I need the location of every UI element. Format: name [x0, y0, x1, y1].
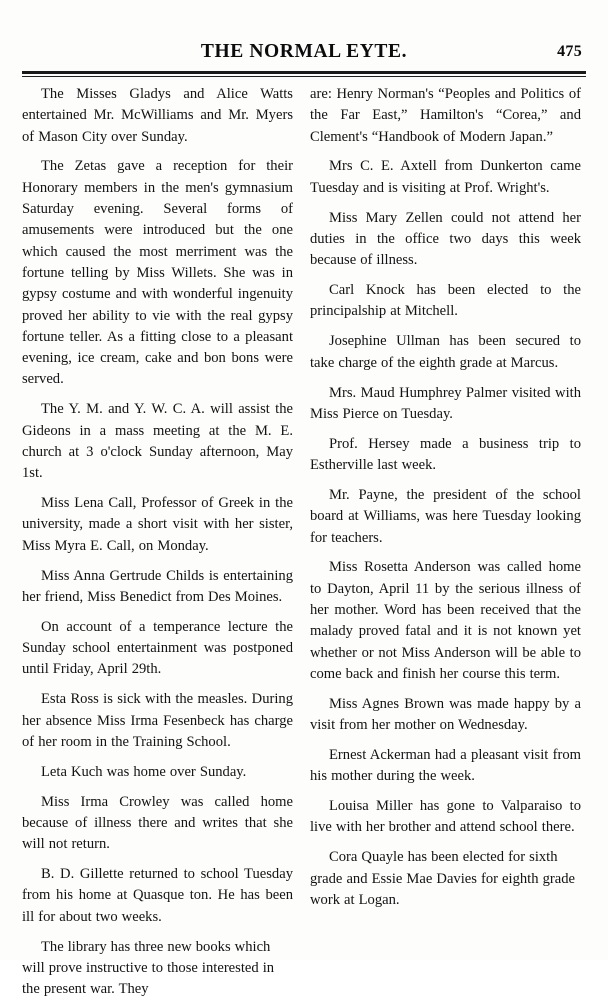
- running-head: [22, 41, 586, 67]
- article-paragraph: Cora Quayle has been elected for sixth grade and Essie Mae Davies for eighth grade work at Logan.: [310, 849, 575, 908]
- header-divider: [22, 71, 586, 77]
- article-paragraph: Ernest Ackerman had a pleasant visit from his mother during the week.: [310, 746, 581, 785]
- article-paragraph: Esta Ross is sick with the measles. During her absence Miss Irma Fesenbeck has charge of her room in the Training School.: [22, 691, 293, 750]
- page-number: 475: [557, 43, 582, 60]
- column-left: [22, 84, 293, 1001]
- article-paragraph: Miss Lena Call, Professor of Greek in the university, made a short visit with her sister, Miss Myra E. Call, on Monday.: [22, 495, 293, 554]
- body-columns: [22, 84, 588, 998]
- article-paragraph: B. D. Gillette returned to school Tuesday from his home at Quasque ton. He has been ill for about two weeks.: [22, 866, 293, 925]
- article-paragraph: Josephine Ullman has been secured to take charge of the eighth grade at Marcus.: [310, 333, 581, 371]
- article-paragraph: Carl Knock has been elected to the principalship at Mitchell.: [310, 282, 581, 320]
- article-paragraph: The library has three new books which will prove instructive to those interested in the present war. They: [22, 938, 275, 998]
- article-paragraph: are: Henry Norman's “Peoples and Politics of the Far East,” Hamilton's “Corea,” and Clement's “Handbook of Modern Japan.”: [310, 86, 581, 145]
- article-paragraph: Miss Irma Crowley was called home because of illness there and writes that she will not return.: [22, 793, 293, 853]
- article-paragraph: Mr. Payne, the president of the school board at Williams, was here Tuesday looking for teachers.: [310, 486, 581, 546]
- article-paragraph: Miss Rosetta Anderson was called home to Dayton, April 11 by the serious illness of her mother. Word has been received that the malady proved fatal and it is not known yet whether or not Miss Anderson will be able to come back and finish her course this term.: [310, 559, 581, 682]
- article-paragraph: Mrs. Maud Humphrey Palmer visited with Miss Pierce on Tuesday.: [310, 384, 581, 422]
- divider-rule-thick: [22, 71, 586, 74]
- divider-rule-thin: [22, 76, 586, 77]
- article-paragraph: The Y. M. and Y. W. C. A. will assist the Gideons in a mass meeting at the M. E. church at 3 o'clock Sunday afternoon, May 1st.: [22, 401, 293, 482]
- article-paragraph: Leta Kuch was home over Sunday.: [41, 763, 247, 780]
- page-title: THE NORMAL EYTE.: [200, 41, 408, 62]
- article-paragraph: Prof. Hersey made a business trip to Estherville last week.: [310, 435, 581, 474]
- article-paragraph: The Misses Gladys and Alice Watts entertained Mr. McWilliams and Mr. Myers of Mason City over Sunday.: [22, 86, 293, 145]
- article-paragraph: Miss Mary Zellen could not attend her duties in the office two days this week because of illness.: [310, 209, 581, 269]
- article-paragraph: Miss Anna Gertrude Childs is entertaining her friend, Miss Benedict from Des Moines.: [22, 567, 293, 605]
- article-paragraph: The Zetas gave a reception for their Honorary members in the men's gymnasium Saturday evening. Several forms of amusements were introduced but the one which caused the most merriment was the fortune telling by Miss Willets. She was in gypsy costume and with wonderful ingenuity proved her ability to vie with the real gypsy fortune teller. As a fitting close to a pleasant evening, ice cream, cake and bon bons were served.: [22, 158, 293, 388]
- column-right: [310, 84, 581, 911]
- article-paragraph: Louisa Miller has gone to Valparaiso to live with her brother and attend school there.: [310, 798, 581, 836]
- article-paragraph: Mrs C. E. Axtell from Dunkerton came Tuesday and is visiting at Prof. Wright's.: [310, 158, 581, 196]
- article-paragraph: Miss Agnes Brown was made happy by a visit from her mother on Wednesday.: [310, 695, 581, 734]
- article-paragraph: On account of a temperance lecture the Sunday school entertainment was postponed until Friday, April 29th.: [22, 618, 293, 678]
